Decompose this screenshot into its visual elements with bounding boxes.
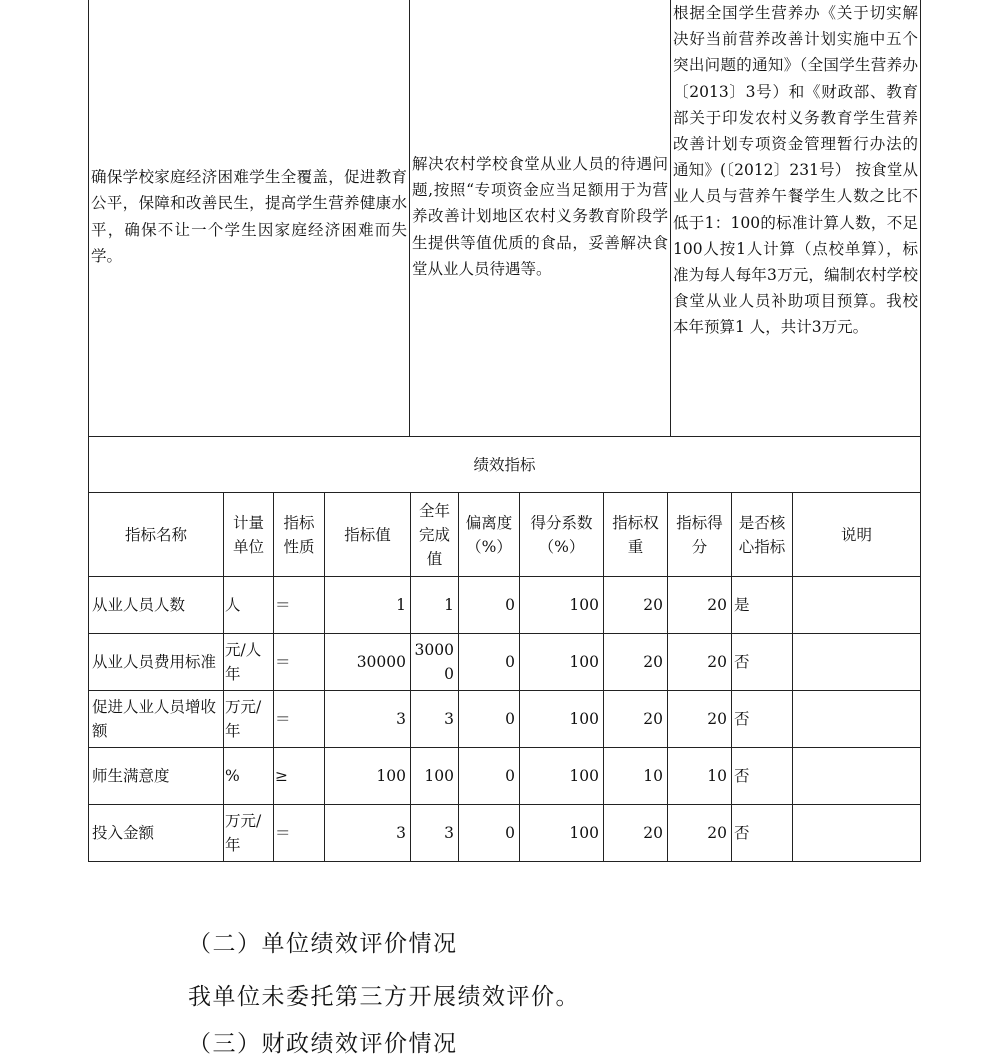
- header-cell: 计量单位: [224, 493, 274, 577]
- table-row: [89, 748, 921, 805]
- header-cell: 全年完成值: [411, 493, 459, 577]
- basis-cell: 根据全国学生营养办《关于切实解决好当前营养改善计划实施中五个突出问题的通知》（全国学生营养办〔2013〕3号）和《财政部、教育部关于印发农村义务教育学生营养改善计划专项资金管理暂行办法的通知》(〔2012〕231号） 按食堂从业人员与营养午餐学生人数之比不低于1：100的标准计算人数，不足100人按1人计算（点校单算），标准为每人每年3万元，编制农村学校食堂从业人员补助项目预算。我校本年预算1 人，共计3万元。: [671, 0, 921, 437]
- indicator-deviation: 0: [459, 805, 520, 862]
- project-description-table: [88, 0, 921, 437]
- indicator-deviation: 0: [459, 577, 520, 634]
- indicator-core: 否: [732, 805, 793, 862]
- indicator-nature: ＝: [274, 691, 325, 748]
- indicator-coefficient: 100: [520, 577, 604, 634]
- header-cell: 指标值: [325, 493, 411, 577]
- indicator-note: [793, 748, 921, 805]
- unit-eval-heading: （二）单位绩效评价情况: [188, 931, 458, 957]
- header-cell: 指标权重: [604, 493, 668, 577]
- performance-indicator-table: [88, 436, 921, 862]
- indicator-nature: ＝: [274, 577, 325, 634]
- indicator-unit: 万元/年: [224, 691, 274, 748]
- table-row: [89, 691, 921, 748]
- indicator-weight: 20: [604, 577, 668, 634]
- indicator-value: 3: [325, 805, 411, 862]
- header-cell: 指标名称: [89, 493, 224, 577]
- indicator-value: 30000: [325, 634, 411, 691]
- indicator-value: 100: [325, 748, 411, 805]
- indicator-nature: ≥: [274, 748, 325, 805]
- indicator-weight: 20: [604, 805, 668, 862]
- indicator-score: 10: [668, 748, 732, 805]
- header-cell: 得分系数（%）: [520, 493, 604, 577]
- indicator-deviation: 0: [459, 691, 520, 748]
- header-cell: 是否核心指标: [732, 493, 793, 577]
- indicator-unit: 元/人年: [224, 634, 274, 691]
- implementation-cell: 解决农村学校食堂从业人员的待遇问题,按照“专项资金应当足额用于为营养改善计划地区农村义务教育阶段学生提供等值优质的食品，妥善解决食堂从业人员待遇等。: [410, 0, 671, 437]
- indicator-value: 1: [325, 577, 411, 634]
- indicator-nature: ＝: [274, 805, 325, 862]
- table-row: [89, 805, 921, 862]
- goal-cell: 确保学校家庭经济困难学生全覆盖，促进教育公平，保障和改善民生，提高学生营养健康水平，确保不让一个学生因家庭经济困难而失学。: [89, 0, 410, 437]
- indicator-completed: 3: [411, 691, 459, 748]
- indicator-weight: 20: [604, 691, 668, 748]
- header-row: [89, 493, 921, 577]
- table-row: [89, 577, 921, 634]
- indicator-core: 否: [732, 691, 793, 748]
- indicator-completed: 30000: [411, 634, 459, 691]
- indicator-weight: 20: [604, 634, 668, 691]
- indicator-unit: 万元/年: [224, 805, 274, 862]
- indicator-unit: 人: [224, 577, 274, 634]
- indicator-score: 20: [668, 805, 732, 862]
- indicator-coefficient: 100: [520, 805, 604, 862]
- indicator-name: 师生满意度: [89, 748, 224, 805]
- header-cell: 说明: [793, 493, 921, 577]
- indicator-deviation: 0: [459, 748, 520, 805]
- indicator-completed: 3: [411, 805, 459, 862]
- indicator-note: [793, 577, 921, 634]
- indicator-name: 从业人员人数: [89, 577, 224, 634]
- indicator-completed: 100: [411, 748, 459, 805]
- indicator-name: 促进人业人员增收额: [89, 691, 224, 748]
- indicator-coefficient: 100: [520, 748, 604, 805]
- indicator-note: [793, 805, 921, 862]
- finance-eval-heading: （三）财政绩效评价情况: [188, 1031, 458, 1057]
- indicator-score: 20: [668, 577, 732, 634]
- indicator-note: [793, 634, 921, 691]
- indicator-deviation: 0: [459, 634, 520, 691]
- indicator-name: 从业人员费用标准: [89, 634, 224, 691]
- indicator-score: 20: [668, 691, 732, 748]
- indicator-coefficient: 100: [520, 691, 604, 748]
- indicator-name: 投入金额: [89, 805, 224, 862]
- indicator-core: 是: [732, 577, 793, 634]
- indicator-value: 3: [325, 691, 411, 748]
- indicator-completed: 1: [411, 577, 459, 634]
- indicator-score: 20: [668, 634, 732, 691]
- header-cell: 偏离度（%）: [459, 493, 520, 577]
- header-cell: 指标得分: [668, 493, 732, 577]
- indicator-core: 否: [732, 748, 793, 805]
- section-title: 绩效指标: [89, 437, 921, 493]
- indicator-core: 否: [732, 634, 793, 691]
- indicator-nature: ＝: [274, 634, 325, 691]
- unit-eval-text: 我单位未委托第三方开展绩效评价。: [188, 984, 580, 1010]
- indicator-unit: %: [224, 748, 274, 805]
- table-row: [89, 634, 921, 691]
- indicator-weight: 10: [604, 748, 668, 805]
- header-cell: 指标性质: [274, 493, 325, 577]
- indicator-note: [793, 691, 921, 748]
- indicator-coefficient: 100: [520, 634, 604, 691]
